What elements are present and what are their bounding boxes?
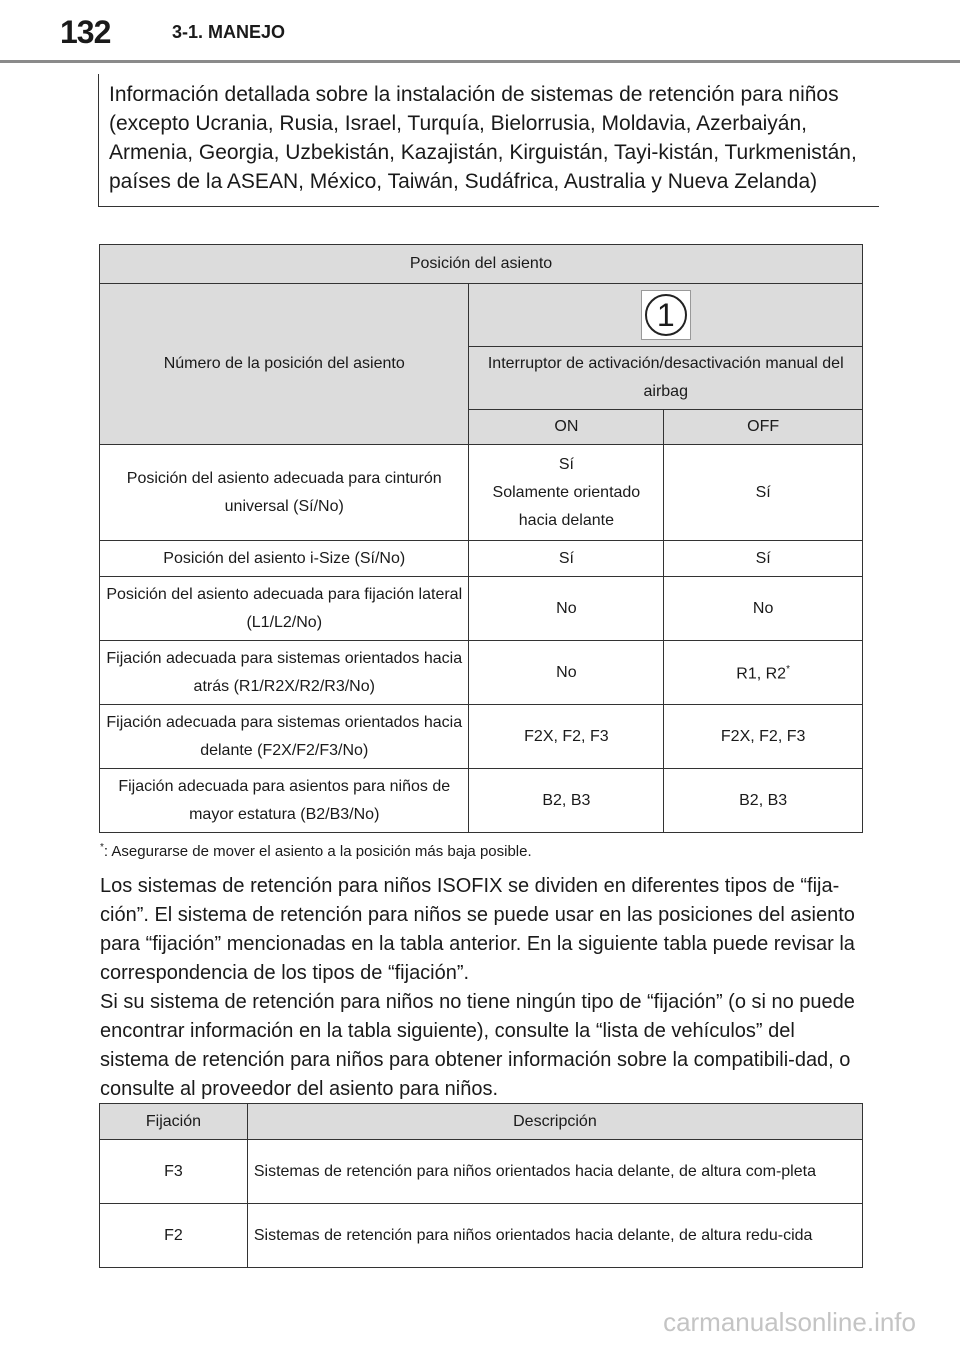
page-number: 132 [60, 14, 111, 50]
page-header [0, 0, 960, 64]
table-row [100, 1204, 863, 1268]
table-row [100, 1140, 863, 1204]
row-off: B2, B3 [664, 769, 863, 833]
body-paragraph-1: Los sistemas de retención para niños ISOFIX se dividen en diferentes tipos de “fija-ción”. El sistema de retención para niños se puede usar en las posiciones del asiento para “fijación” mencionadas en la tabla anterior. En la siguiente tabla puede revisar la correspondencia de los tipos de “fijación”. [100, 875, 855, 984]
footnote-mark: * [786, 664, 790, 676]
fixation-code: F3 [100, 1140, 248, 1204]
row-on: F2X, F2, F3 [469, 705, 664, 769]
table-row [100, 705, 863, 769]
fixation-code: F2 [100, 1204, 248, 1268]
row-off: F2X, F2, F3 [664, 705, 863, 769]
fixation-description: Sistemas de retención para niños orientados hacia delante, de altura redu-cida [247, 1204, 862, 1268]
row-on: No [469, 577, 664, 641]
table-row [100, 577, 863, 641]
section-title: 3-1. MANEJO [172, 22, 286, 42]
row-label: Fijación adecuada para asientos para niños de mayor estatura (B2/B3/No) [100, 769, 469, 833]
row-off: Sí [664, 541, 863, 577]
body-paragraph-2: Si su sistema de retención para niños no tiene ningún tipo de “fijación” (o si no puede encontrar información en la tabla siguiente), consulte la “lista de vehículos” del sistema de retención para niños para obtener información sobre la compatibili-dad, o consulte al proveedor del asiento para niños. [100, 991, 855, 1100]
table-row [100, 641, 863, 705]
row-off [664, 641, 863, 705]
table-row [100, 445, 863, 541]
watermark: carmanualsonline.info [663, 1307, 916, 1337]
row-off: Sí [664, 445, 863, 541]
table-row [100, 769, 863, 833]
row-label: Fijación adecuada para sistemas orientados hacia delante (F2X/F2/F3/No) [100, 705, 469, 769]
seat-position-table [99, 244, 863, 833]
row-label: Posición del asiento i-Size (Sí/No) [100, 541, 469, 577]
position-badge-cell [469, 284, 863, 347]
row-off-value: R1, R2 [736, 665, 787, 683]
row-label: Posición del asiento adecuada para cinturón universal (Sí/No) [100, 445, 469, 541]
row-on: B2, B3 [469, 769, 664, 833]
row-label: Fijación adecuada para sistemas orientados hacia atrás (R1/R2X/R2/R3/No) [100, 641, 469, 705]
row-on [469, 445, 664, 541]
row-off: No [664, 577, 863, 641]
intro-box [98, 74, 879, 207]
row-on-note: Solamente orientado hacia delante [492, 483, 641, 529]
position-badge: 1 [645, 294, 687, 336]
header-seat-number: Número de la posición del asiento [100, 284, 469, 445]
col-off: OFF [664, 410, 863, 445]
header-rule [0, 60, 960, 63]
col-on: ON [469, 410, 664, 445]
table-row [100, 541, 863, 577]
body-text [100, 872, 860, 1104]
col-description: Descripción [247, 1104, 862, 1140]
fixation-table [99, 1103, 863, 1268]
footnote-text: : Asegurarse de mover el asiento a la posición más baja posible. [103, 843, 532, 860]
footnote-mark: * [100, 842, 104, 853]
row-on-main: Sí [558, 455, 574, 473]
header-seat-position: Posición del asiento [100, 245, 863, 284]
col-fixation: Fijación [100, 1104, 248, 1140]
intro-text: Información detallada sobre la instalación de sistemas de retención para niños (excepto Ucrania, Rusia, Israel, Turquía, Bielorrusia, Moldavia, Azerbaiyán, Armenia, Georgia, Uzbekistán, Kazajistán, Kirguistán, Tayi-kistán, Turkmenistán, países de la ASEAN, México, Taiwán, Sudáfrica, Australia y Nueva Zelanda) [109, 83, 857, 193]
row-on: No [469, 641, 664, 705]
fixation-description: Sistemas de retención para niños orientados hacia delante, de altura com-pleta [247, 1140, 862, 1204]
header-airbag-switch: Interruptor de activación/desactivación manual del airbag [469, 347, 863, 410]
footnote [100, 842, 532, 860]
row-on: Sí [469, 541, 664, 577]
position-badge-frame [641, 290, 691, 340]
row-label: Posición del asiento adecuada para fijación lateral (L1/L2/No) [100, 577, 469, 641]
